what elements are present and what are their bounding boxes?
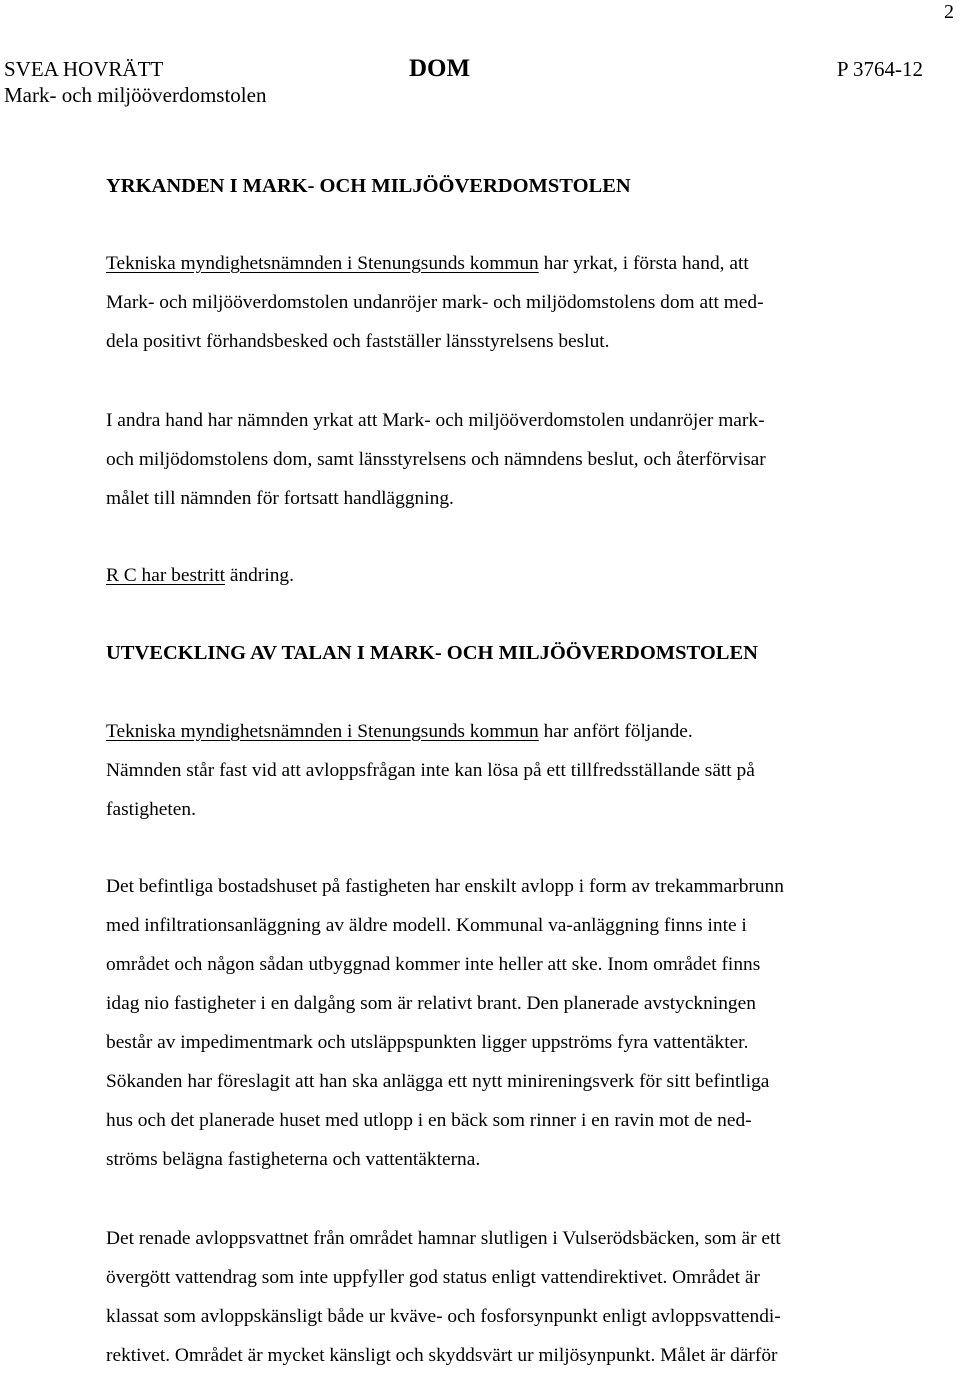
claims-paragraph-3 xyxy=(106,556,906,595)
paragraph-line: Nämnden står fast vid att avloppsfrågan inte kan lösa på ett tillfredsställande sätt på xyxy=(106,760,755,781)
paragraph-text: har yrkat, i första hand, att xyxy=(538,253,749,274)
section-heading-arguments: UTVECKLING AV TALAN I MARK- OCH MILJÖÖVERDOMSTOLEN xyxy=(106,642,758,664)
party-name: R C har bestritt xyxy=(106,565,226,586)
paragraph-line: Det befintliga bostadshuset på fastigheten har enskilt avlopp i form av trekammarbrunn xyxy=(106,876,784,897)
paragraph-text: har anfört följande. xyxy=(538,721,693,742)
paragraph-line: övergött vattendrag som inte uppfyller god status enligt vattendirektivet. Området är xyxy=(106,1267,760,1288)
party-name: Tekniska myndighetsnämnden i Stenungsunds kommun xyxy=(106,253,539,274)
paragraph-line: och miljödomstolens dom, samt länsstyrelsens och nämndens beslut, och återförvisar xyxy=(106,449,766,470)
paragraph-line: I andra hand har nämnden yrkat att Mark- och miljööverdomstolen undanröjer mark- xyxy=(106,410,765,431)
paragraph-line xyxy=(106,556,906,595)
paragraph-line: klassat som avloppskänsligt både ur kväve- och fosforsynpunkt enligt avloppsvattendi- xyxy=(106,1306,781,1327)
paragraph-line: fastigheten. xyxy=(106,799,196,820)
claims-paragraph-2 xyxy=(106,401,906,518)
page-number: 2 xyxy=(944,1,954,23)
paragraph-line: Mark- och miljööverdomstolen undanröjer mark- och miljödomstolens dom att med- xyxy=(106,292,764,313)
paragraph-line: Sökanden har föreslagit att han ska anlägga ett nytt minireningsverk för sitt befintliga xyxy=(106,1071,770,1092)
paragraph-line: idag nio fastigheter i en dalgång som är relativt brant. Den planerade avstyckningen xyxy=(106,993,756,1014)
arguments-paragraph-1 xyxy=(106,712,906,829)
court-name: SVEA HOVRÄTT xyxy=(4,57,164,81)
paragraph-line: dela positivt förhandsbesked och fastställer länsstyrelsens beslut. xyxy=(106,331,610,352)
case-number: P 3764-12 xyxy=(836,57,923,81)
paragraph-line: ströms belägna fastigheterna och vattentäkterna. xyxy=(106,1149,481,1170)
paragraph-line xyxy=(106,712,906,751)
paragraph-line: består av impedimentmark och utsläppspunkten ligger uppströms fyra vattentäkter. xyxy=(106,1032,749,1053)
paragraph-line: rektivet. Området är mycket känsligt och skyddsvärt ur miljösynpunkt. Målet är därför xyxy=(106,1345,778,1366)
paragraph-line: med infiltrationsanläggning av äldre modell. Kommunal va-anläggning finns inte i xyxy=(106,915,747,936)
paragraph-text: ändring. xyxy=(225,565,294,586)
document-header-left xyxy=(4,56,266,108)
document-type: DOM xyxy=(409,55,471,82)
paragraph-line xyxy=(106,244,906,283)
paragraph-line: målet till nämnden för fortsatt handläggning. xyxy=(106,488,454,509)
party-name: Tekniska myndighetsnämnden i Stenungsunds kommun xyxy=(106,721,539,742)
arguments-paragraph-2 xyxy=(106,867,906,1179)
paragraph-line: Det renade avloppsvattnet från området hamnar slutligen i Vulserödsbäcken, som är ett xyxy=(106,1228,781,1249)
arguments-paragraph-3 xyxy=(106,1219,906,1375)
paragraph-line: området och någon sådan utbyggnad kommer inte heller att ske. Inom området finns xyxy=(106,954,761,975)
court-division: Mark- och miljööverdomstolen xyxy=(4,83,267,107)
section-heading-claims: YRKANDEN I MARK- OCH MILJÖÖVERDOMSTOLEN xyxy=(106,175,631,197)
claims-paragraph-1 xyxy=(106,244,906,361)
paragraph-line: hus och det planerade huset med utlopp i en bäck som rinner i en ravin mot de ned- xyxy=(106,1110,752,1131)
